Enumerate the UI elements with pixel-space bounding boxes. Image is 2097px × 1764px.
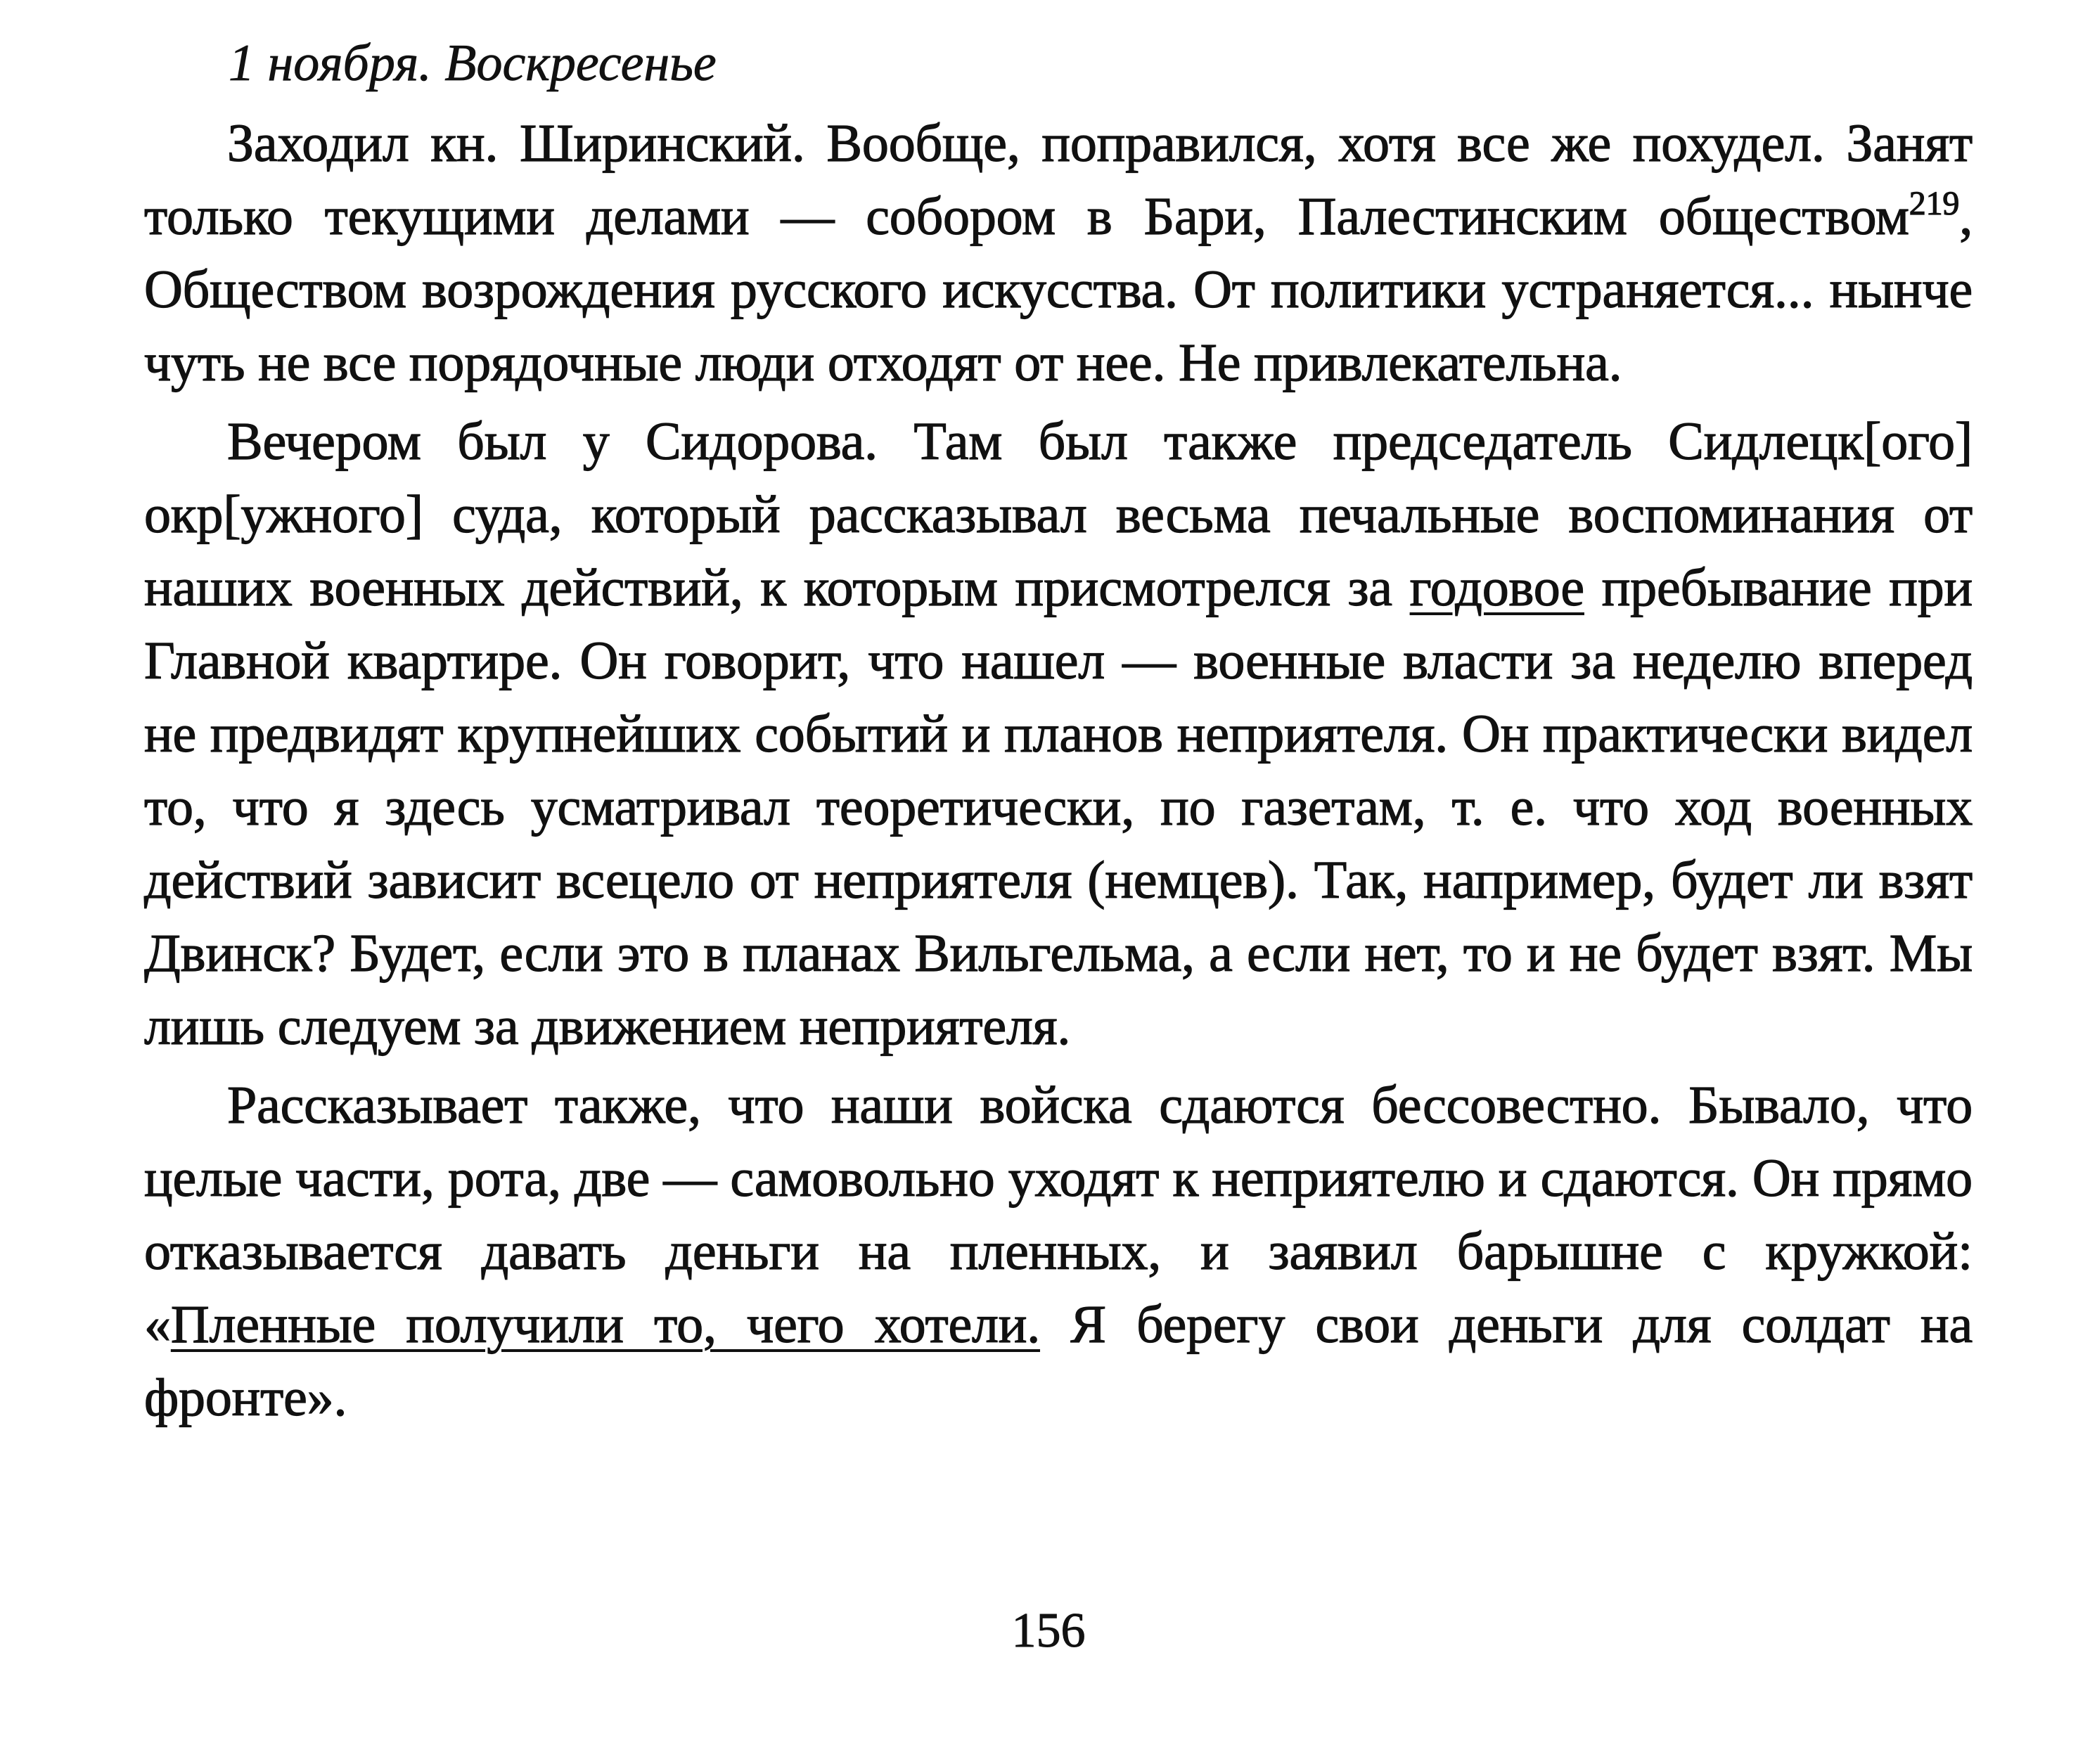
paragraph-3 [144,1069,1973,1434]
paragraph-3-text-a: Рассказывает также, что наши войска сдаются бессовестно. Бывало, что целые части, рота, две — самовольно уходят к неприятелю и сдаются. Он прямо отказывается давать деньги на пленных, и заявил барышне с кружкой: « [144,1076,1973,1354]
paragraph-2-text-b: пребывание при Главной квартире. Он говорит, что нашел — военные власти за неделю вперед не предвидят крупнейших событий и планов неприятеля. Он практически видел то, что я здесь усматривал теоретически, по газетам, т. е. что ход военных действий зависит всецело от неприятеля (немцев). Так, например, будет ли взят Двинск? Будет, если это в планах Вильгельма, а если нет, то и не будет взят. Мы лишь следуем за движением неприятеля. [144,558,1973,1056]
paragraph-2 [144,405,1973,1063]
page-number: 156 [1011,1604,1086,1658]
book-page [144,28,1973,1440]
diary-date-heading: 1 ноября. Воскресенье [229,34,717,92]
underlined-word: годовое [1409,558,1584,617]
paragraph-1 [144,107,1973,399]
paragraph-1-text-a: Заходил кн. Ширинский. Вообще, поправился, хотя все же похудел. Занят только текущими делами — собором в Бари, Палестинским обществом [144,114,1973,246]
underlined-quote: Пленные получили то, чего хотели. [170,1295,1041,1354]
paragraph-2-text-a: Вечером был у Сидорова. Там был также председатель Сидлецк[ого] окр[ужного] суда, который рассказывал весьма печальные воспоминания от наших военных действий, к которым присмотрелся за [144,412,1973,617]
footnote-reference: 219 [1909,185,1960,222]
paragraph-1-text-b: , Обществом возрождения русского искусства. От политики устраняется... нынче чуть не все порядочные люди отходят от нее. Не привлекательна. [144,187,1973,392]
paragraph-3-text-b: Я берегу свои деньги для солдат на фронте». [144,1295,1973,1427]
